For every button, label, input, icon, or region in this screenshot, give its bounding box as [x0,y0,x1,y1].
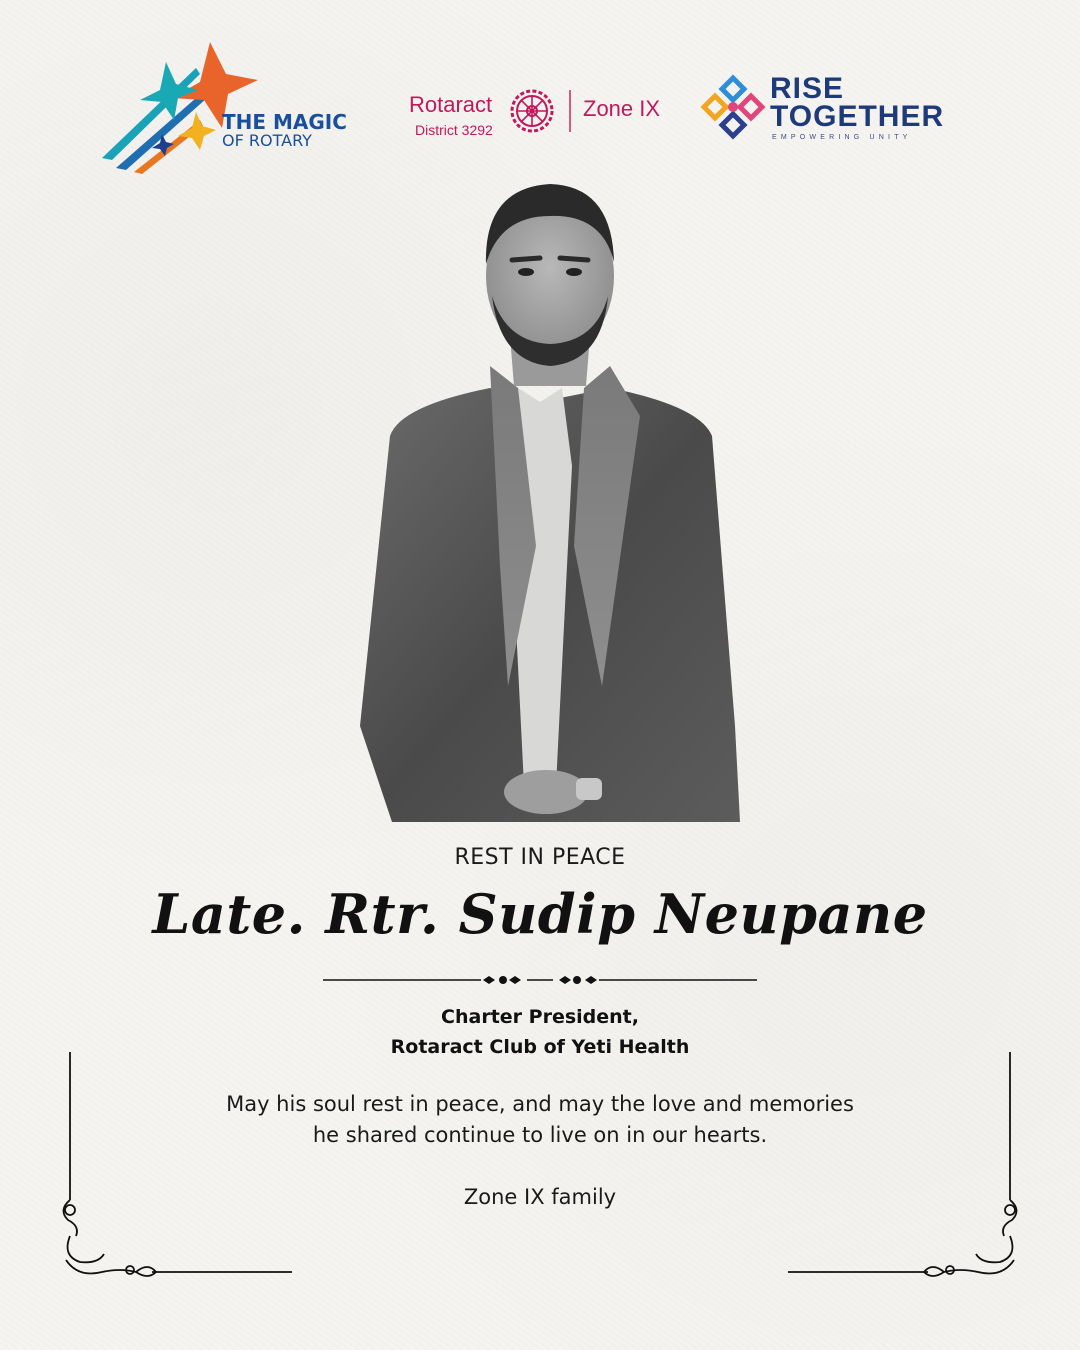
zone-label: Zone IX [583,96,661,121]
district-label: District 3292 [415,122,493,138]
rotaract-district-logo [405,86,675,146]
magic-logo-line2: OF ROTARY [222,131,312,150]
corner-flourish-left-icon [56,1050,296,1290]
magic-of-rotary-logo [100,40,360,180]
rotary-wheel-icon [509,88,555,134]
role-title: Charter President, [441,1006,639,1028]
rise-wordmark-line1: RISE [770,72,845,105]
logo-divider [569,90,571,132]
portrait-photo [340,166,760,826]
condolence-message-line2: he shared continue to live on in our hearts. [312,1123,768,1147]
deceased-name: Late. Rtr. Sudip Neupane [152,882,928,946]
ornamental-divider [323,968,757,992]
club-name: Rotaract Club of Yeti Health [390,1036,690,1058]
rotaract-wordmark: Rotaract [409,92,493,117]
rise-wordmark-line2: TOGETHER [770,100,945,133]
rise-tagline: EMPOWERING UNITY [772,134,912,141]
magic-logo-line1: THE MAGIC [222,110,347,134]
corner-flourish-right-icon [784,1050,1024,1290]
rest-in-peace-heading: REST IN PEACE [454,845,626,870]
condolence-message-line1: May his soul rest in peace, and may the love and memories [226,1092,854,1116]
rise-together-mark-icon [698,72,768,142]
rise-together-logo [698,72,948,144]
signoff: Zone IX family [463,1185,617,1209]
